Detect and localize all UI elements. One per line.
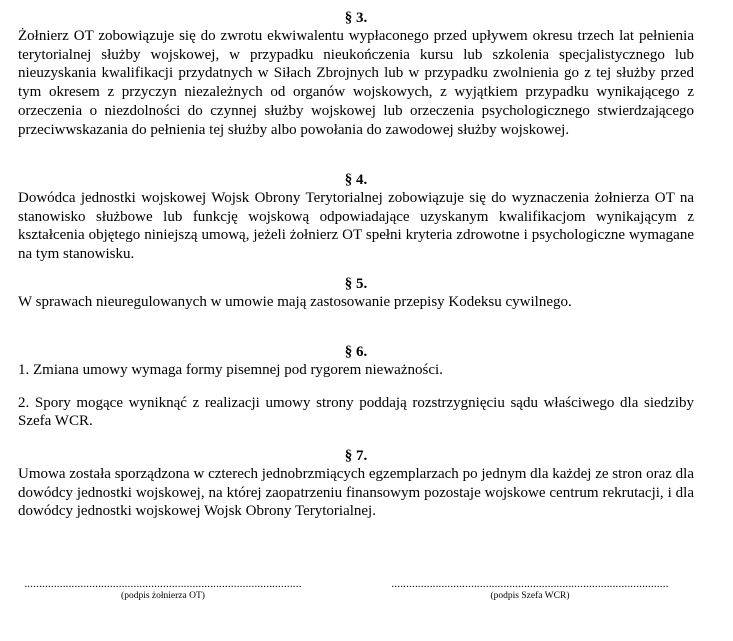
section-paragraph: 2. Spory mogące wyniknąć z realizacji umowy strony poddają rozstrzygnięciu sądu właściwego dla siedziby Szefa WCR. — [18, 394, 694, 430]
section-heading: § 3. — [344, 10, 368, 26]
signature-wcr-chief — [370, 578, 690, 601]
section-heading: § 4. — [344, 172, 368, 188]
signature-label: (podpis żołnierza OT) — [121, 591, 205, 601]
signature-label: (podpis Szefa WCR) — [490, 591, 570, 601]
section-heading: § 7. — [344, 448, 368, 464]
section-4 — [18, 171, 694, 264]
section-6 — [18, 343, 694, 431]
section-7 — [18, 447, 694, 521]
section-paragraph: Umowa została sporządzona w czterech jednobrzmiących egzemplarzach po jednym dla każdej ze stron oraz dla dowódcy jednostki wojskowej, na której zaopatrzeniu finansowym pozostaje wojskowe centrum rekrutacji, i dla dowódcy jednostki wojskowej Wojsk Obrony Terytorialnej. — [18, 466, 694, 520]
section-paragraph: Dowódca jednostki wojskowej Wojsk Obrony Terytorialnej zobowiązuje się do wyznaczenia żołnierza OT na stanowisko służbowe lub funkcję wojskową odpowiadające uzyskanym kwalifikacjom wynikającym z kształcenia objętego niniejszą umową, jeżeli żołnierz OT spełni kryteria zdrowotne i psychologiczne wymagane na tym stanowisku. — [18, 190, 694, 263]
section-heading: § 5. — [344, 276, 368, 292]
section-paragraph: W sprawach nieuregulowanych w umowie mają zastosowanie przepisy Kodeksu cywilnego. — [18, 294, 572, 310]
signature-line: .............................................................................................. — [24, 578, 302, 590]
section-5 — [18, 275, 694, 312]
signature-line: .............................................................................................. — [391, 578, 669, 590]
section-paragraph: 1. Zmiana umowy wymaga formy pisemnej pod rygorem nieważności. — [18, 362, 443, 378]
section-heading: § 6. — [344, 344, 368, 360]
section-paragraph: Żołnierz OT zobowiązuje się do zwrotu ekwiwalentu wypłaconego przed upływem okresu trzech lat pełnienia terytorialnej służby wojskowej, w przypadku nieukończenia kursu lub szkolenia specjalistycznego lub nieuzyskania kwalifikacji przydatnych w Siłach Zbrojnych lub w przypadku zwolnienia go z tej służby przed tym okresem z przyczyn niezależnych od organów wojskowych, z wyjątkiem przypadku wynikającego z orzeczenia o niezdolności do czynnej służby wojskowej lub orzeczenia psychologicznego stwierdzającego przeciwwskazania do pełnienia tej służby albo powołania do zawodowej służby wojskowej. — [18, 28, 694, 138]
signature-soldier — [18, 578, 308, 601]
section-3 — [18, 9, 694, 139]
